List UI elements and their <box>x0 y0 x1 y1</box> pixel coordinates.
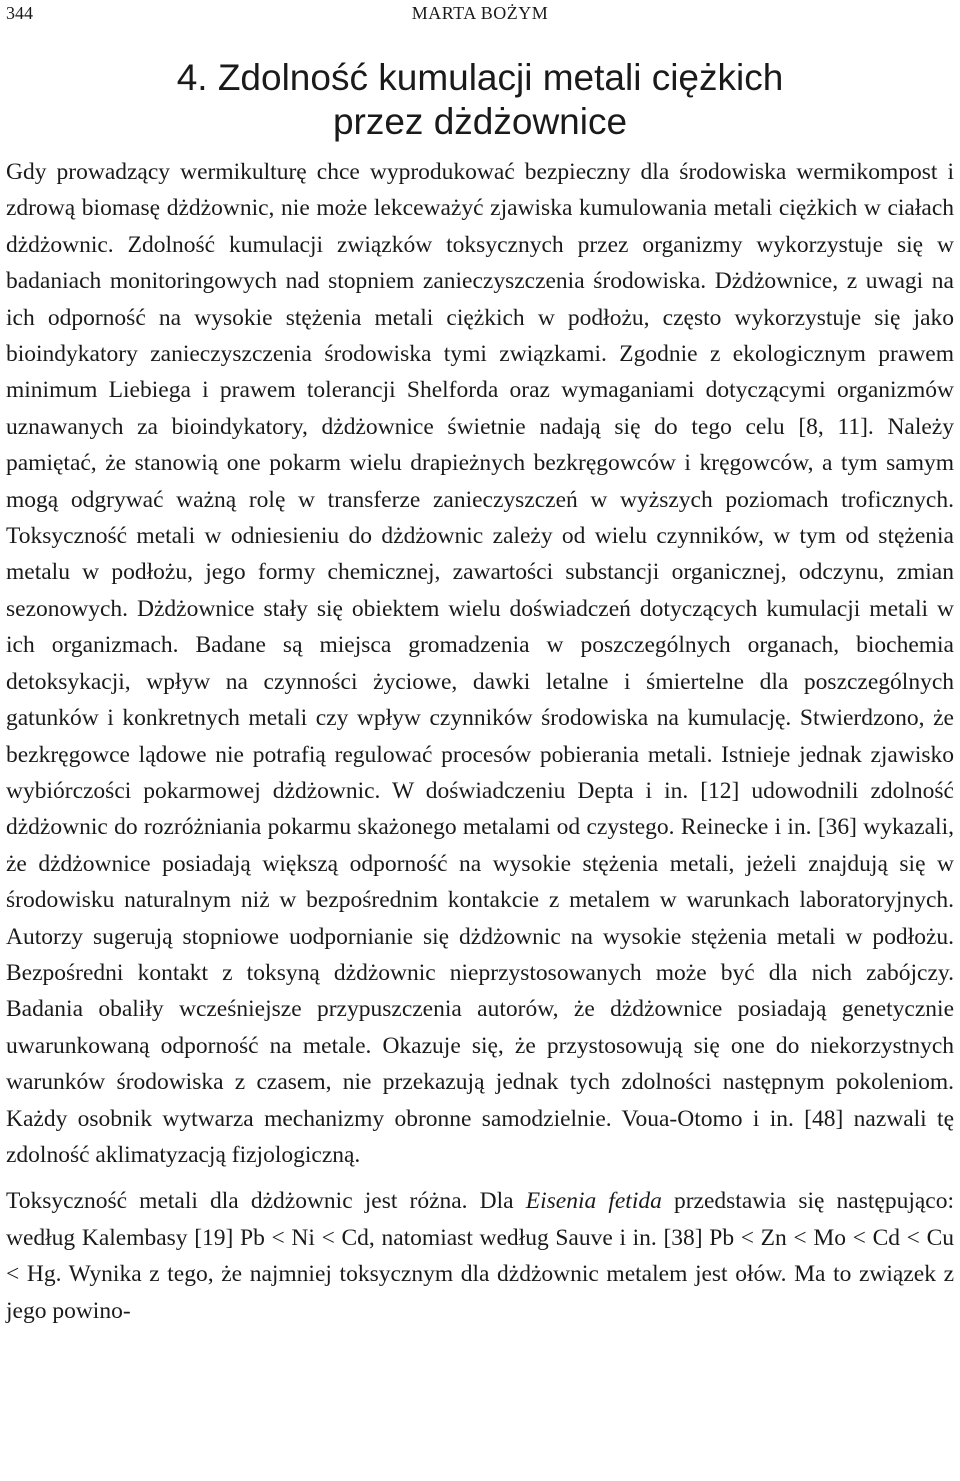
section-heading-line-2: przez dżdżownice <box>332 101 628 142</box>
section-heading <box>6 56 954 144</box>
paragraph-2-text-start: Toksyczność metali dla dżdżownic jest różna. Dla <box>6 1188 526 1215</box>
page-number: 344 <box>6 3 33 23</box>
body-paragraph-2 <box>6 1183 954 1329</box>
document-page <box>6 0 954 1329</box>
body-paragraph-1: Gdy prowadzący wermikulturę chce wyprodukować bezpieczny dla środowiska wermikompost i zdrową biomasę dżdżownic, nie może lekceważyć zjawiska kumulowania metali ciężkich w ciałach dżdżownic. Zdolność kumulacji związków toksycznych przez organizmy wykorzystuje się w badaniach monitoringowych nad stopniem zanieczyszczenia środowiska. Dżdżownice, z uwagi na ich odporność na wysokie stężenia metali ciężkich w podłożu, często wykorzystuje się jako bioindykatory zanieczyszczenia środowiska tymi związkami. Zgodnie z ekologicznym prawem minimum Liebiega i prawem tolerancji Shelforda oraz wymaganiami dotyczącymi organizmów uznawanych za bioindykatory, dżdżownice świetnie nadają się do tego celu [8, 11]. Należy pamiętać, że stanowią one pokarm wielu drapieżnych bezkręgowców i kręgowców, a tym samym mogą odgrywać ważną rolę w transferze zanieczyszczeń w wyższych poziomach troficznych. Toksyczność metali w odniesieniu do dżdżownic zależy od wielu czynników, w tym od stężenia metalu w podłożu, jego formy chemicznej, zawartości substancji organicznej, odczynu, zmian sezonowych. Dżdżownice stały się obiektem wielu doświadczeń dotyczących kumulacji metali w ich organizmach. Badane są miejsca gromadzenia w poszczególnych organach, biochemia detoksykacji, wpływ na czynności życiowe, dawki letalne i śmiertelne dla poszczególnych gatunków i konkretnych metali czy wpływ czynników środowiska na kumulację. Stwierdzono, że bezkręgowce lądowe nie potrafią regulować procesów pobierania metali. Istnieje jednak zjawisko wybiórczości pokarmowej dżdżownic. W doświadczeniu Depta i in. [12] udowodnili zdolność dżdżownic do rozróżniania pokarmu skażonego metalami od czystego. Reinecke i in. [36] wykazali, że dżdżownice posiadają większą odporność na wysokie stężenia metali, jeżeli znajdują się w środowisku naturalnym niż w bezpośrednim kontakcie z metalem w warunkach laboratoryjnych. Autorzy sugerują stopniowe uodpornianie się dżdżownic na wysokie stężenia metali w podłożu. Bezpośredni kontakt z toksyną dżdżownic nieprzystosowanych może być dla nich zabójczy. Badania obaliły wcześniejsze przypuszczenia autorów, że dżdżownice posiadają genetycznie uwarunkowaną odporność na metale. Okazuje się, że przystosowują się one do niekorzystnych warunków środowiska z czasem, nie przekazują jednak tych zdolności następnym pokoleniom. Każdy osobnik wytwarza mechanizmy obronne samodzielnie. Voua-Otomo i in. [48] nazwali tę zdolność aklimatyzacją fizjologiczną. <box>6 159 954 1168</box>
running-head-author: MARTA BOŻYM <box>411 3 549 23</box>
paragraph-2-text-end: przedstawia się następująco: według Kalembasy [19] Pb < Ni < Cd, natomiast według Sauve i in. [38] Pb < Zn < Mo < Cd < Cu < Hg. Wynika z tego, że najmniej toksycznym dla dżdżownic metalem jest ołów. Ma to związek z jego powino- <box>6 1188 954 1324</box>
running-head <box>6 0 954 32</box>
species-name-italic: Eisenia fetida <box>525 1188 662 1215</box>
section-heading-line-1: 4. Zdolność kumulacji metali ciężkich <box>176 57 784 98</box>
